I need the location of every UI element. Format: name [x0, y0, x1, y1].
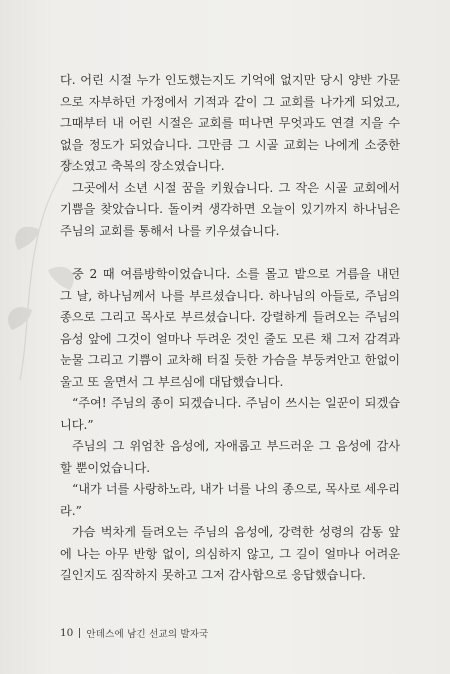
book-title: 안데스에 남긴 선교의 발자국 — [86, 629, 209, 640]
paragraph: 그곳에서 소년 시절 꿈을 키웠습니다. 그 작은 시골 교회에서 기쁨을 찾았습니다. 돌이켜 생각하면 오늘이 있기까지 하나님은 주님의 교회를 통해서 나를 키우셨습니다. — [60, 180, 400, 238]
paragraph: 가슴 벅차게 들려오는 주님의 음성에, 강력한 성령의 감동 앞에 나는 아무 반항 없이, 의심하지 않고, 그 길이 얼마나 어려운 길인지도 짐작하지 못하고 그저 감사함으로 응답했습니다. — [60, 525, 400, 582]
footer-divider — [79, 628, 80, 638]
paragraph: “내가 너를 사랑하노라, 내가 너를 나의 종으로, 목사로 세우리라.” — [60, 482, 400, 518]
body-text — [60, 70, 400, 587]
paragraph-break — [60, 242, 400, 264]
page-footer — [60, 626, 209, 640]
paragraph: 주님의 그 위엄찬 음성에, 자애롭고 부드러운 그 음성에 감사할 뿐이었습니다. — [60, 439, 400, 475]
page-number: 10 — [60, 627, 74, 639]
paragraph: 다. 어린 시절 누가 인도했는지도 기억에 없지만 당시 양반 가문으로 자부하던 가정에서 기적과 같이 그 교회를 나가게 되었고, 그때부터 내 어린 시절은 교회를 떠나면 무엇과도 연결 지을 수 없을 정도가 되었습니다. 그만큼 그 시골 교회는 나에게 소중한 장소였고 축복의 장소였습니다. — [60, 73, 400, 173]
paragraph: “주여! 주님의 종이 되겠습니다. 주님이 쓰시는 일꾼이 되겠습니다.” — [60, 396, 400, 432]
paragraph: 중 2 때 여름방학이었습니다. 소를 몰고 밭으로 거름을 내던 그 날, 하나님께서 나를 부르셨습니다. 하나님의 아들로, 주님의 종으로 그리고 목사로 부르셨습니다. 강렬하게 들려오는 주님의 음성 앞에 그것이 얼마나 두려운 것인 줄도 모른 채 그저 감격과 눈물 그리고 기쁨이 교차해 터질 듯한 가슴을 부둥켜안고 한없이 울고 또 울면서 그 부르심에 대답했습니다. — [60, 267, 400, 389]
